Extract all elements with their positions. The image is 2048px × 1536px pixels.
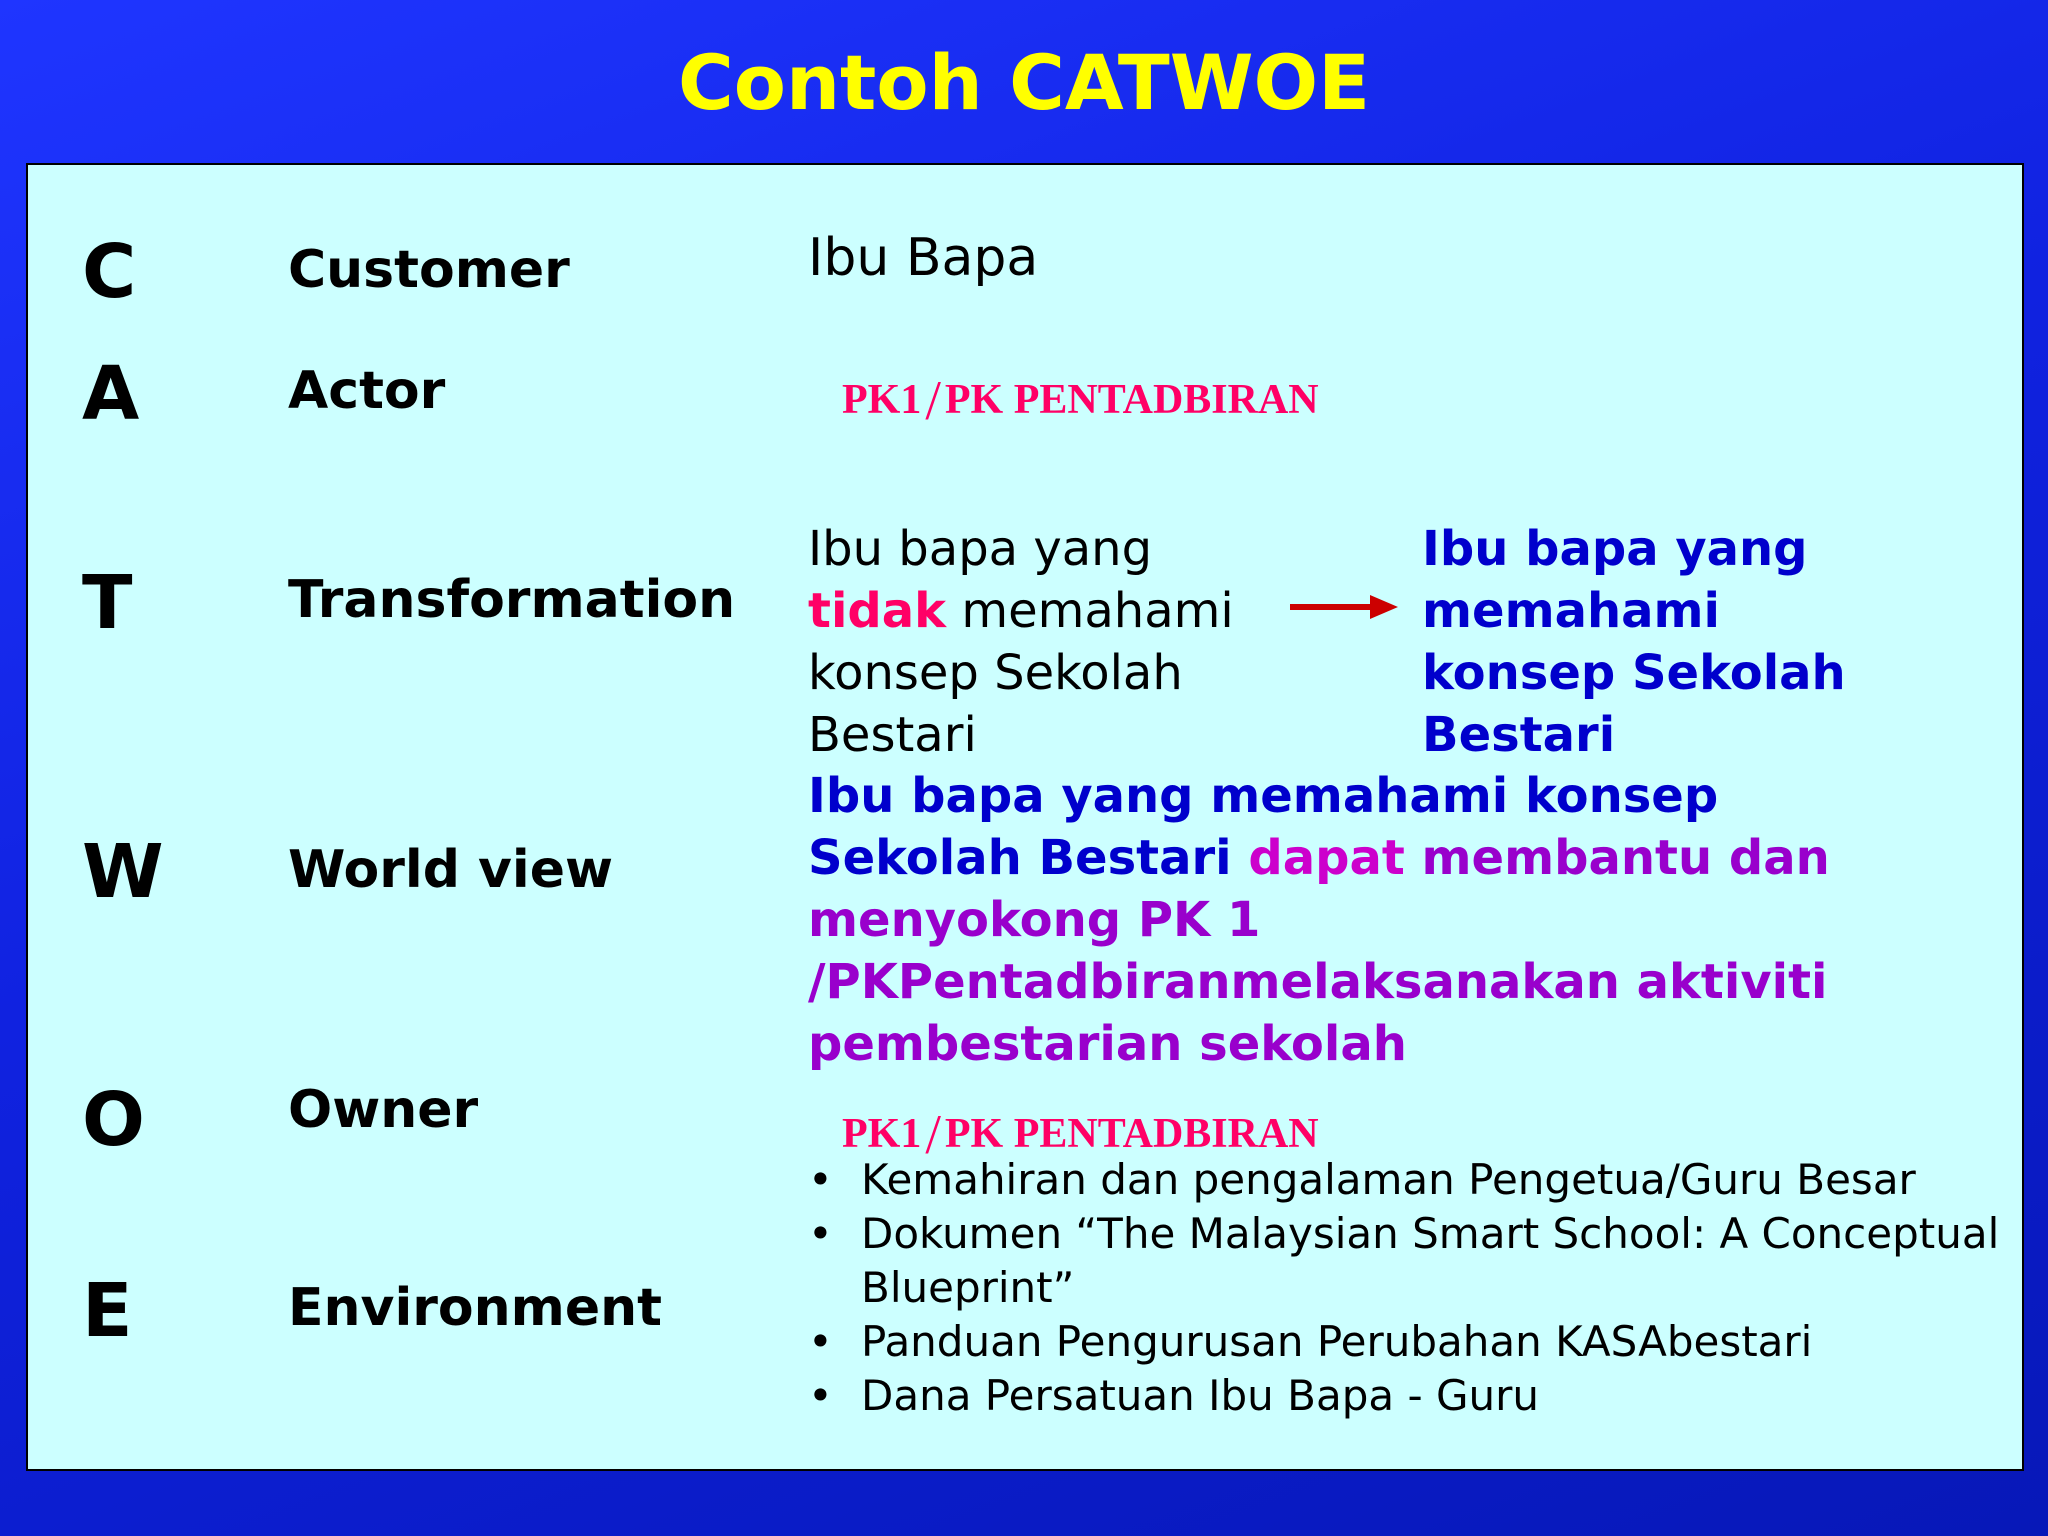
letter-a: A bbox=[82, 351, 140, 437]
world-view-value bbox=[808, 765, 1830, 1075]
label-owner: Owner bbox=[288, 1080, 479, 1140]
list-item: • Kemahiran dan pengalaman Pengetua/Guru Besar bbox=[808, 1153, 2008, 1207]
transformation-to-line4: Bestari bbox=[1422, 707, 1616, 763]
actor-value bbox=[842, 370, 1319, 432]
owner-value-part1: PK1 bbox=[842, 1111, 922, 1157]
customer-value: Ibu Bapa bbox=[808, 228, 1039, 288]
letter-o: O bbox=[82, 1077, 145, 1163]
transformation-to-line1: Ibu bapa yang bbox=[1422, 521, 1808, 577]
transformation-from-line4: Bestari bbox=[808, 707, 977, 763]
world-view-line1: Ibu bapa yang memahami konsep bbox=[808, 768, 1719, 824]
tidak-highlight: tidak bbox=[808, 583, 947, 639]
label-actor: Actor bbox=[288, 361, 446, 421]
list-item: • Panduan Pengurusan Perubahan KASAbestari bbox=[808, 1315, 2008, 1369]
label-transformation: Transformation bbox=[288, 570, 736, 630]
letter-c: C bbox=[82, 229, 137, 315]
transformation-from-line1: Ibu bapa yang bbox=[808, 521, 1153, 577]
actor-value-part1: PK1 bbox=[842, 377, 922, 423]
transformation-to bbox=[1422, 518, 1846, 766]
label-environment: Environment bbox=[288, 1278, 662, 1338]
world-view-line3: menyokong PK 1 bbox=[808, 892, 1261, 948]
actor-value-slash: / bbox=[925, 370, 941, 432]
environment-list bbox=[808, 1153, 2008, 1423]
letter-t: T bbox=[82, 560, 133, 646]
transformation-to-line2: memahami bbox=[1422, 583, 1721, 639]
slide-title: Contoh CATWOE bbox=[677, 38, 1371, 127]
arrow-right-icon bbox=[1290, 592, 1398, 622]
actor-value-part2: PK PENTADBIRAN bbox=[944, 377, 1319, 423]
catwoe-panel bbox=[26, 163, 2024, 1471]
world-view-line2 bbox=[808, 827, 1830, 889]
label-customer: Customer bbox=[288, 240, 570, 300]
letter-w: W bbox=[82, 829, 164, 915]
world-view-line5: pembestarian sekolah bbox=[808, 1016, 1407, 1072]
world-view-line2-purple: membantu dan bbox=[1404, 830, 1830, 886]
transformation-from-line3: konsep Sekolah bbox=[808, 645, 1183, 701]
list-item: • Dana Persatuan Ibu Bapa - Guru bbox=[808, 1369, 2008, 1423]
world-view-line4: /PKPentadbiranmelaksanakan aktiviti bbox=[808, 954, 1828, 1010]
transformation-from-line2 bbox=[808, 580, 1234, 642]
list-item: • Dokumen “The Malaysian Smart School: A Conceptual Blueprint” bbox=[808, 1207, 2008, 1315]
world-view-line2-blue: Sekolah Bestari bbox=[808, 830, 1249, 886]
owner-value-part2: PK PENTADBIRAN bbox=[944, 1111, 1319, 1157]
owner-value-slash: / bbox=[925, 1104, 941, 1166]
label-world-view: World view bbox=[288, 840, 614, 900]
transformation-from bbox=[808, 518, 1234, 766]
transformation-to-line3: konsep Sekolah bbox=[1422, 645, 1846, 701]
transformation-from-line2-rest: memahami bbox=[946, 583, 1234, 639]
letter-e: E bbox=[82, 1268, 133, 1354]
world-view-line2-magenta: dapat bbox=[1248, 830, 1405, 886]
